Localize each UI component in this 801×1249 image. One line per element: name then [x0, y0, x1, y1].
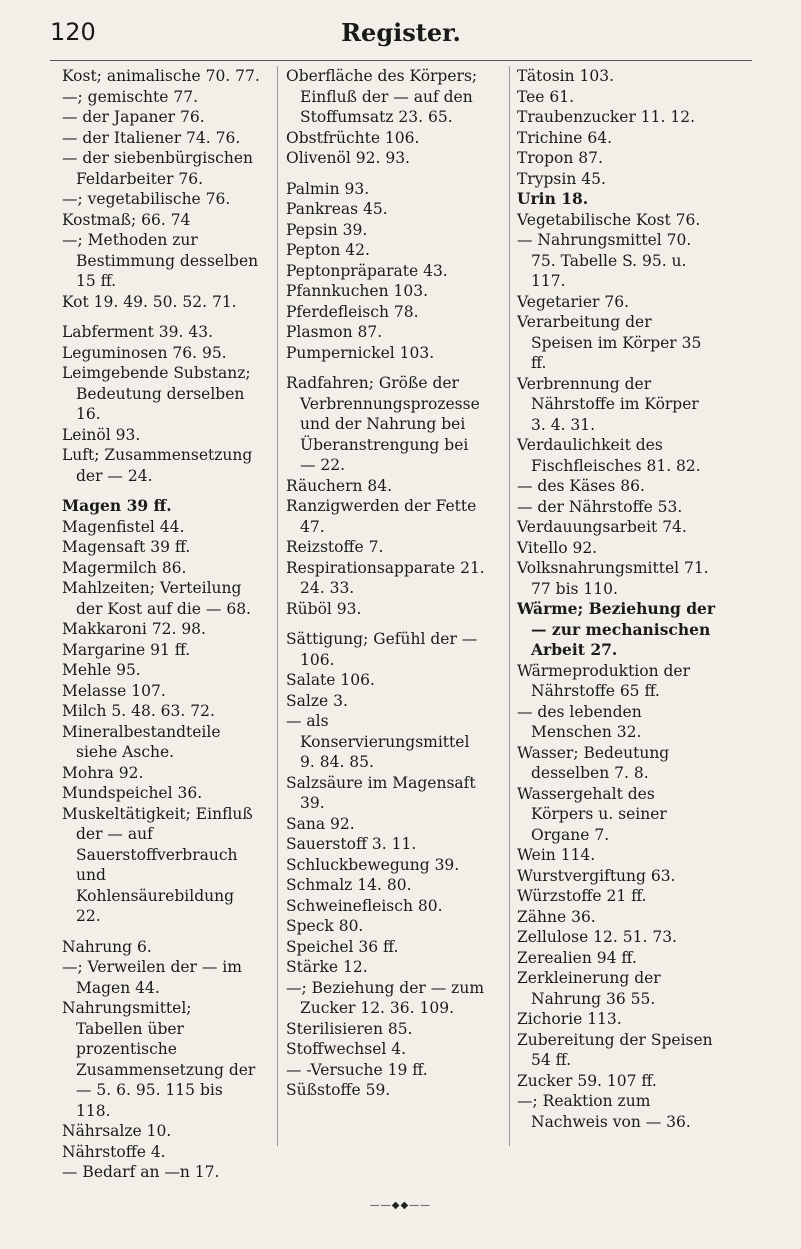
index-entry: Leimgebende Substanz; Bedeutung derselben 16.	[62, 364, 251, 423]
index-entry: Nahrung 6.	[62, 937, 152, 956]
index-entry: Magensaft 39 ff.	[62, 538, 191, 556]
index-entry: Urin 18.	[517, 189, 589, 208]
index-column-1	[62, 66, 262, 1183]
index-entry: Süßstoffe 59.	[286, 1081, 391, 1099]
index-entry: — -Versuche 19 ff.	[286, 1060, 428, 1079]
index-column-2	[286, 66, 486, 1101]
index-entry: Tropon 87.	[517, 149, 603, 167]
index-entry: Zucker 59. 107 ff.	[517, 1071, 657, 1090]
index-entry: Nahrungsmittel; Tabellen über prozentische Zusammensetzung der — 5. 6. 95. 115 bis 118.	[62, 999, 256, 1120]
index-entry: Wassergehalt des Körpers u. seiner Organe 7.	[517, 784, 667, 844]
index-entry: Schmalz 14. 80.	[286, 876, 412, 894]
index-entry: Olivenöl 92. 93.	[286, 149, 410, 167]
index-entry: Wein 114.	[517, 846, 596, 864]
index-entry: Würzstoffe 21 ff.	[517, 887, 647, 905]
index-entry: Zichorie 113.	[517, 1010, 622, 1028]
index-entry: Kot 19. 49. 50. 52. 71.	[62, 292, 237, 311]
index-entry: Palmin 93.	[286, 179, 370, 198]
index-entry: Zubereitung der Speisen 54 ff.	[517, 1030, 713, 1069]
running-head: Register.	[341, 18, 461, 47]
index-entry: Schluckbewegung 39.	[286, 855, 460, 874]
index-entry: —; Reaktion zum Nachweis von — 36.	[517, 1092, 691, 1131]
index-entry: Respirationsapparate 21. 24. 33.	[286, 558, 485, 597]
index-entry: Nährstoffe 4.	[62, 1142, 166, 1161]
index-entry: — des Käses 86.	[517, 477, 645, 495]
index-entry: Traubenzucker 11. 12.	[517, 108, 696, 126]
index-entry: Magenfistel 44.	[62, 517, 185, 536]
index-entry: Sättigung; Gefühl der — 106.	[286, 630, 478, 669]
index-entry: Oberfläche des Körpers; Einfluß der — auf den Stoffumsatz 23. 65.	[286, 67, 478, 126]
index-entry: Reizstoffe 7.	[286, 538, 384, 556]
index-entry: —; Beziehung der — zum Zucker 12. 36. 109.	[286, 978, 485, 1017]
index-entry: Rüböl 93.	[286, 599, 362, 618]
index-column-3	[517, 66, 717, 1132]
index-entry: —; Methoden zur Bestimmung desselben 15 ff.	[62, 231, 259, 290]
index-entry: Sterilisieren 85.	[286, 1019, 413, 1038]
index-entry: Mundspeichel 36.	[62, 784, 203, 802]
index-entry: Luft; Zusammensetzung der — 24.	[62, 446, 253, 485]
index-entry: Pfannkuchen 103.	[286, 282, 429, 300]
index-entry: Magermilch 86.	[62, 558, 187, 577]
index-entry: Labferment 39. 43.	[62, 323, 214, 341]
index-entry: Salzsäure im Magensaft 39.	[286, 773, 476, 812]
index-entry: Wärme; Beziehung der — zur mechanischen Arbeit 27.	[517, 599, 716, 659]
index-entry: Peptonpräparate 43.	[286, 261, 448, 280]
index-entry: Mohra 92.	[62, 763, 144, 782]
index-entry: Volksnahrungsmittel 71. 77 bis 110.	[517, 559, 709, 598]
index-entry: Zellulose 12. 51. 73.	[517, 928, 677, 946]
index-entry: Mineralbestandteile siehe Asche.	[62, 722, 221, 761]
index-entry: Salate 106.	[286, 671, 375, 689]
index-entry: Mehle 95.	[62, 661, 141, 679]
index-entry: — des lebenden Menschen 32.	[517, 702, 642, 741]
index-entry: Stoffwechsel 4.	[286, 1040, 407, 1058]
index-entry: — Bedarf an —n 17.	[62, 1163, 220, 1181]
index-entry: Stärke 12.	[286, 958, 368, 976]
header-rule	[50, 60, 752, 61]
index-entry: Zerkleinerung der Nahrung 36 55.	[517, 969, 661, 1008]
index-entry: Makkaroni 72. 98.	[62, 620, 206, 638]
index-entry: Vegetarier 76.	[517, 292, 630, 311]
index-entry: Vitello 92.	[517, 538, 598, 557]
index-entry: Verdauungsarbeit 74.	[517, 518, 687, 536]
index-entry: — als Konservierungsmittel 9. 84. 85.	[286, 712, 470, 771]
index-entry: Zerealien 94 ff.	[517, 948, 637, 967]
index-entry: Obstfrüchte 106.	[286, 128, 420, 147]
index-entry: Schweinefleisch 80.	[286, 896, 443, 915]
index-entry: Trypsin 45.	[517, 169, 606, 188]
index-entry: — der Japaner 76.	[62, 108, 205, 126]
index-entry: Sauerstoff 3. 11.	[286, 835, 417, 853]
index-entry: Sana 92.	[286, 814, 355, 833]
index-entry: —; Verweilen der — im Magen 44.	[62, 958, 242, 997]
index-entry: Plasmon 87.	[286, 323, 383, 341]
index-entry: Wärmeproduktion der Nährstoffe 65 ff.	[517, 661, 690, 700]
index-entry: Speichel 36 ff.	[286, 937, 399, 956]
index-entry: — Nahrungsmittel 70. 75. Tabelle S. 95. u. 117.	[517, 231, 692, 290]
column-divider	[277, 66, 278, 1146]
column-divider	[509, 66, 510, 1146]
index-entry: Pepton 42.	[286, 241, 370, 259]
index-entry: Margarine 91 ff.	[62, 640, 191, 659]
index-entry: Wurstvergiftung 63.	[517, 866, 676, 885]
index-entry: —; vegetabilische 76.	[62, 190, 231, 208]
index-entry: Zähne 36.	[517, 907, 596, 926]
page-header	[50, 18, 752, 62]
index-entry: —; gemischte 77.	[62, 87, 198, 106]
index-entry: Muskeltätigkeit; Einfluß der — auf Sauerstoffverbrauch und Kohlensäurebildung 22.	[62, 804, 253, 925]
index-entry: Trichine 64.	[517, 128, 613, 147]
index-entry: Nährsalze 10.	[62, 1122, 172, 1140]
index-entry: Radfahren; Größe der Verbrennungsprozesse und der Nahrung bei Überanstrengung bei — 22.	[286, 374, 480, 474]
index-entry: Magen 39 ff.	[62, 496, 172, 515]
index-entry: Pumpernickel 103.	[286, 343, 435, 362]
index-entry: Ranzigwerden der Fette 47.	[286, 497, 477, 536]
index-entry: Mahlzeiten; Verteilung der Kost auf die — 68.	[62, 579, 251, 618]
index-entry: Verarbeitung der Speisen im Körper 35 ff.	[517, 313, 702, 372]
index-entry: Verdaulichkeit des Fischfleisches 81. 82.	[517, 436, 701, 475]
index-entry: Milch 5. 48. 63. 72.	[62, 702, 215, 720]
index-entry: Pferdefleisch 78.	[286, 302, 419, 321]
end-ornament: ——◆◆——	[369, 1200, 432, 1211]
index-entry: — der Italiener 74. 76.	[62, 128, 241, 147]
index-entry: Leinöl 93.	[62, 425, 141, 444]
index-entry: Verbrennung der Nährstoffe im Körper 3. 4. 31.	[517, 374, 699, 434]
index-entry: Wasser; Bedeutung desselben 7. 8.	[517, 743, 670, 782]
page-number: 120	[50, 18, 96, 46]
index-entry: Räuchern 84.	[286, 476, 393, 495]
index-entry: Leguminosen 76. 95.	[62, 343, 227, 362]
index-entry: Pankreas 45.	[286, 200, 388, 218]
index-entry: — der siebenbürgischen Feldarbeiter 76.	[62, 149, 253, 188]
index-entry: Kostmaß; 66. 74	[62, 210, 191, 229]
index-entry: Speck 80.	[286, 917, 364, 935]
index-entry: Kost; animalische 70. 77.	[62, 67, 260, 85]
index-entry: Melasse 107.	[62, 681, 166, 700]
index-entry: Salze 3.	[286, 691, 348, 710]
index-entry: Vegetabilische Kost 76.	[517, 210, 701, 229]
index-entry: — der Nährstoffe 53.	[517, 497, 683, 516]
index-entry: Tee 61.	[517, 87, 575, 106]
index-entry: Pepsin 39.	[286, 220, 368, 239]
index-entry: Tätosin 103.	[517, 67, 615, 85]
